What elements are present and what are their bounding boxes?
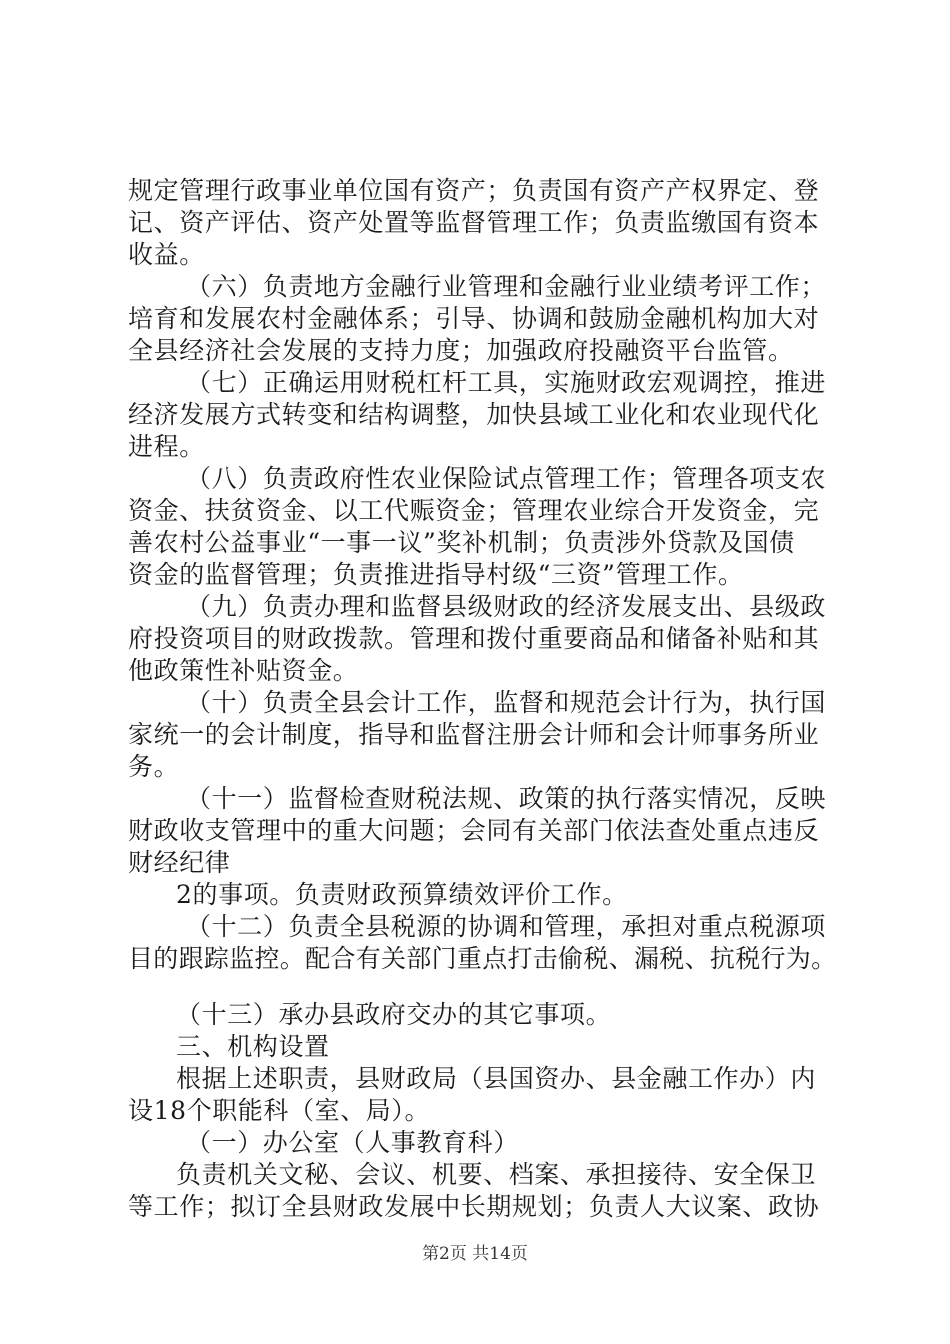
text-line: 负责机关文秘、会议、机要、档案、承担接待、安全保卫: [176, 1160, 817, 1189]
page-footer: 第2页 共14页: [422, 1244, 528, 1264]
text-line: （七）正确运用财税杠杆工具，实施财政宏观调控，推进: [186, 368, 827, 397]
text-line: 府投资项目的财政拨款。管理和拨付重要商品和储备补贴和其: [128, 624, 820, 653]
text-line: （九）负责办理和监督县级财政的经济发展支出、县级政: [186, 592, 827, 621]
text-line: 等工作；拟订全县财政发展中长期规划；负责人大议案、政协: [128, 1192, 820, 1221]
text-line: 记、资产评估、资产处置等监督管理工作；负责监缴国有资本: [128, 208, 820, 237]
text-line: （八）负责政府性农业保险试点管理工作；管理各项支农: [186, 464, 827, 493]
text-line: 家统一的会计制度，指导和监督注册会计师和会计师事务所业: [128, 720, 820, 749]
text-line: 务。: [128, 752, 180, 781]
text-line: 设18个职能科（室、局）。: [128, 1096, 431, 1125]
text-line: 资金的监督管理；负责推进指导村级“三资”管理工作。: [128, 560, 744, 589]
text-line: 全县经济社会发展的支持力度；加强政府投融资平台监管。: [128, 336, 794, 365]
text-line: 目的跟踪监控。配合有关部门重点打击偷税、漏税、抗税行为。: [128, 944, 837, 973]
section-heading: 三、机构设置: [176, 1032, 330, 1061]
text-line: 培育和发展农村金融体系；引导、协调和鼓励金融机构加大对: [128, 304, 820, 333]
text-line: 财经纪律: [128, 848, 231, 877]
text-line: 经济发展方式转变和结构调整，加快县域工业化和农业现代化: [128, 400, 820, 429]
text-line: 财政收支管理中的重大问题；会同有关部门依法查处重点违反: [128, 816, 820, 845]
text-line: 根据上述职责，县财政局（县国资办、县金融工作办）内: [176, 1064, 817, 1093]
text-line: （十一）监督检查财税法规、政策的执行落实情况，反映: [186, 784, 827, 813]
subsection-heading: （一）办公室（人事教育科）: [186, 1128, 519, 1157]
text-line: 他政策性补贴资金。: [128, 656, 359, 685]
text-line: 收益。: [128, 240, 205, 269]
text-line: （十）负责全县会计工作，监督和规范会计行为，执行国: [186, 688, 827, 717]
text-line: （十二）负责全县税源的协调和管理，承担对重点税源项: [186, 912, 827, 941]
text-line: 进程。: [128, 432, 205, 461]
text-line: 善农村公益事业“一事一议”奖补机制；负责涉外贷款及国债: [128, 528, 795, 557]
text-line: （六）负责地方金融行业管理和金融行业业绩考评工作；: [186, 272, 827, 301]
text-line: （十三）承办县政府交办的其它事项。: [176, 1000, 612, 1029]
text-line: 资金、扶贫资金、以工代赈资金；管理农业综合开发资金，完: [128, 496, 820, 525]
text-line: 2的事项。负责财政预算绩效评价工作。: [176, 880, 628, 909]
text-line: 规定管理行政事业单位国有资产；负责国有资产产权界定、登: [128, 176, 820, 205]
